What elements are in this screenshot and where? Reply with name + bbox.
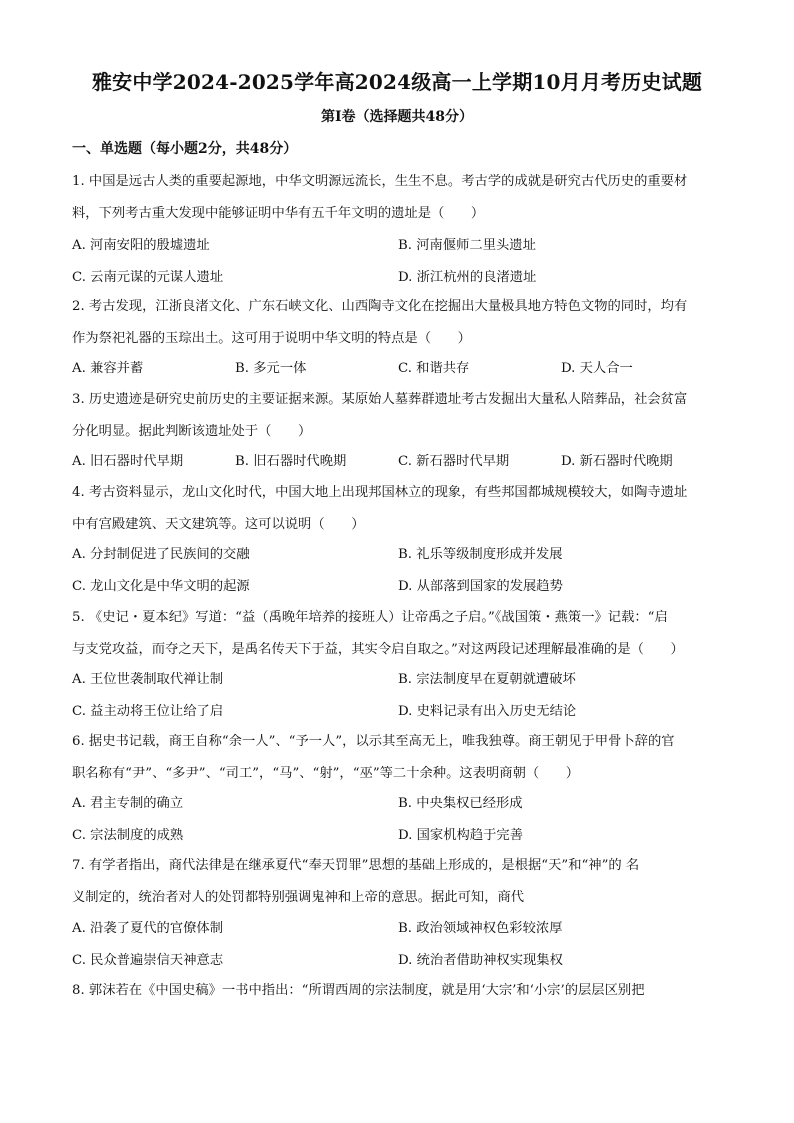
question-line: 7. 有学者指出，商代法律是在继承夏代“奉天罚罪”思想的基础上形成的，是根据“天”和“神”的 名 bbox=[72, 858, 640, 873]
option-a: A. 兼容并蓄 bbox=[72, 361, 144, 376]
question-7 bbox=[72, 850, 724, 914]
question-5 bbox=[72, 602, 724, 666]
question-2-options bbox=[72, 353, 724, 385]
option-c: C. 和谐共存 bbox=[398, 361, 470, 376]
question-line: 料，下列考古重大发现中能够证明中华有五千年文明的遗址是（ ） bbox=[72, 206, 485, 221]
question-line: 1. 中国是远古人类的重要起源地，中华文明源远流长，生生不息。考古学的成就是研究古代历史的重要材 bbox=[72, 174, 688, 189]
option-c: C. 民众普遍崇信天神意志 bbox=[72, 953, 224, 968]
question-2 bbox=[72, 291, 724, 355]
option-c: C. 云南元谋的元谋人遗址 bbox=[72, 270, 224, 285]
question-3-options bbox=[72, 446, 724, 478]
question-line: 作为祭祀礼器的玉琮出土。这可用于说明中华文明的特点是（ ） bbox=[72, 331, 471, 346]
question-line: 与支党攻益，而夺之天下，是禹名传天下于益，其实令启自取之。”对这两段记述理解最准确的是（ ） bbox=[72, 642, 684, 657]
option-b: B. 多元一体 bbox=[235, 361, 307, 376]
section-heading: 一、单选题（每小题2分，共48分） bbox=[72, 141, 298, 157]
option-b: B. 河南偃师二里头遗址 bbox=[398, 238, 536, 253]
option-c: C. 龙山文化是中华文明的起源 bbox=[72, 579, 250, 594]
option-a: A. 君主专制的确立 bbox=[72, 796, 184, 811]
option-b: B. 旧石器时代晚期 bbox=[235, 454, 347, 469]
option-d: D. 浙江杭州的良渚遗址 bbox=[398, 270, 537, 285]
question-line: 3. 历史遗迹是研究史前历史的主要证据来源。某原始人墓葬群遗址考古发掘出大量私人陪葬品，社会贫富 bbox=[72, 392, 688, 407]
option-c: C. 宗法制度的成熟 bbox=[72, 828, 184, 843]
question-1-options bbox=[72, 230, 724, 294]
exam-title: 雅安中学2024-2025学年高2024级高一上学期10月月考历史试题 bbox=[91, 70, 703, 94]
option-d: D. 史料记录有出入历史无结论 bbox=[398, 704, 577, 719]
question-line: 职名称有“尹”、“多尹”、“司工”，“马”、“射”，“巫”等二十余种。这表明商朝（ ） bbox=[72, 766, 580, 781]
option-a: A. 分封制促进了民族间的交融 bbox=[72, 547, 250, 562]
option-b: B. 礼乐等级制度形成并发展 bbox=[398, 547, 563, 562]
question-line: 分化明显。据此判断该遗址处于（ ） bbox=[72, 424, 312, 439]
question-7-options bbox=[72, 913, 724, 977]
question-line: 中有宫殿建筑、天文建筑等。这可以说明（ ） bbox=[72, 517, 365, 532]
option-d: D. 天人合一 bbox=[561, 361, 633, 376]
option-d: D. 从部落到国家的发展趋势 bbox=[398, 579, 563, 594]
question-6-options bbox=[72, 788, 724, 852]
question-3 bbox=[72, 384, 724, 448]
option-a: A. 王位世袭制取代禅让制 bbox=[72, 672, 224, 687]
question-line: 5. 《史记・夏本纪》写道：“益（禹晚年培养的接班人）让帝禹之子启。”《战国策・燕策一》记载：“启 bbox=[72, 610, 668, 625]
option-b: B. 政治领域神权色彩较浓厚 bbox=[398, 921, 563, 936]
option-b: B. 宗法制度早在夏朝就遭破坏 bbox=[398, 672, 576, 687]
option-a: A. 河南安阳的殷墟遗址 bbox=[72, 238, 210, 253]
option-b: B. 中央集权已经形成 bbox=[398, 796, 523, 811]
question-4 bbox=[72, 477, 724, 541]
exam-subtitle: 第Ⅰ卷（选择题共48分） bbox=[320, 109, 474, 125]
option-c: C. 益主动将王位让给了启 bbox=[72, 704, 224, 719]
question-line: 义制定的，统治者对人的处罚都特别强调鬼神和上帝的意思。据此可知，商代 bbox=[72, 890, 525, 905]
option-d: D. 国家机构趋于完善 bbox=[398, 828, 524, 843]
option-d: D. 统治者借助神权实现集权 bbox=[398, 953, 563, 968]
option-a: A. 沿袭了夏代的官僚体制 bbox=[72, 921, 224, 936]
question-line: 2. 考古发现，江浙良渚文化、广东石峡文化、山西陶寺文化在挖掘出大量极具地方特色文物的同时，均有 bbox=[72, 299, 688, 314]
question-8 bbox=[72, 975, 724, 1007]
option-c: C. 新石器时代早期 bbox=[398, 454, 510, 469]
question-6 bbox=[72, 726, 724, 790]
question-line: 8. 郭沫若在《中国史稿》一书中指出：“所谓西周的宗法制度，就是用‘大宗’和‘小宗’的层层区别把 bbox=[72, 983, 645, 998]
question-line: 4. 考古资料显示，龙山文化时代，中国大地上出现邦国林立的现象，有些邦国都城规模较大，如陶寺遗址 bbox=[72, 485, 688, 500]
question-line: 6. 据史书记载，商王自称“余一人”、“予一人”，以示其至高无上，唯我独尊。商王朝见于甲骨卜辞的官 bbox=[72, 734, 675, 749]
question-1 bbox=[72, 166, 724, 230]
option-d: D. 新石器时代晚期 bbox=[561, 454, 673, 469]
question-5-options bbox=[72, 664, 724, 728]
option-a: A. 旧石器时代早期 bbox=[72, 454, 184, 469]
question-4-options bbox=[72, 539, 724, 603]
